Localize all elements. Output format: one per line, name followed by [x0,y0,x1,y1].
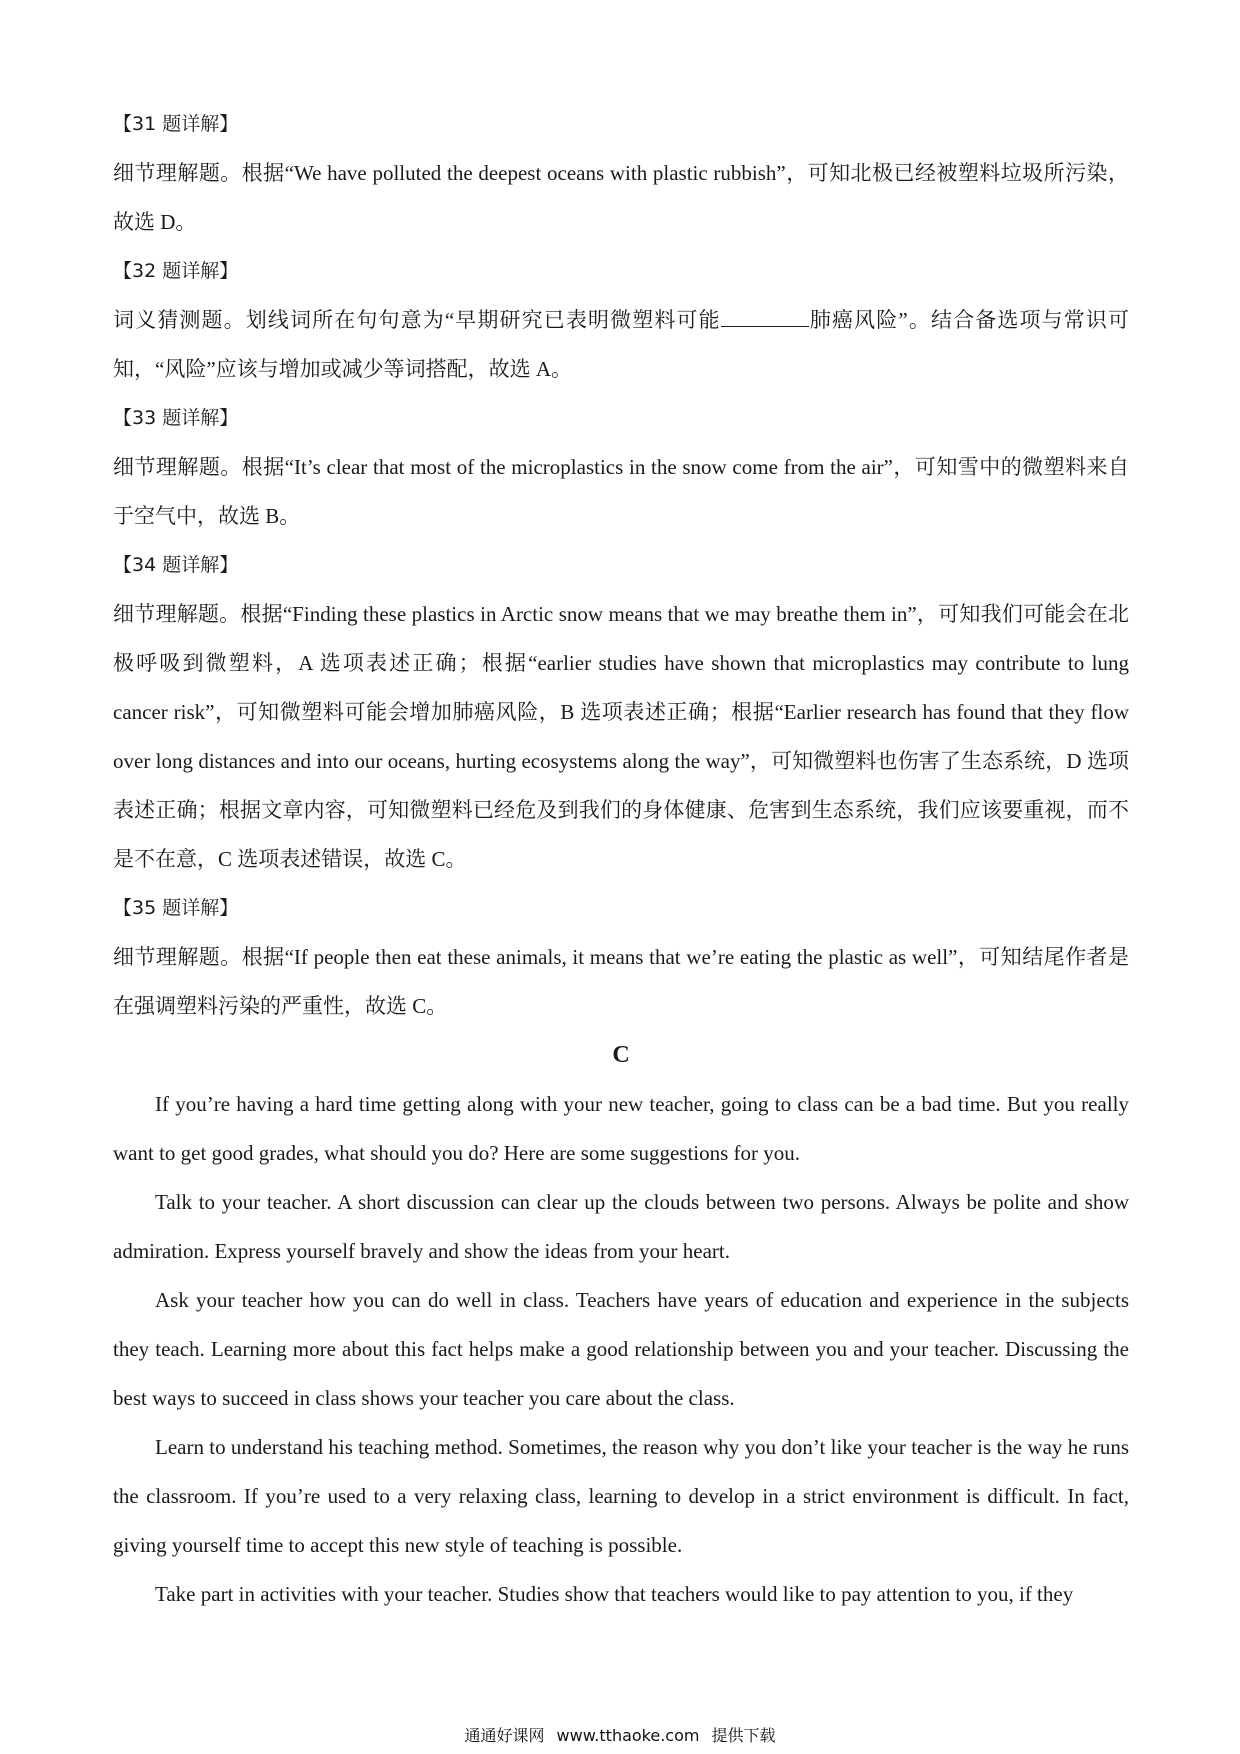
answer-heading-31: 【31 题详解】 [113,113,239,135]
answer-text-35: 细节理解题。根据“If people then eat these animals, it means that we’re eating the plastic as well”，可知结尾作者是在强调塑料污染的严重性，故选 C。 [113,945,1129,1018]
answer-text-31: 细节理解题。根据“We have polluted the deepest oceans with plastic rubbish”，可知北极已经被塑料垃圾所污染，故选 D。 [113,161,1129,234]
page-footer [0,1726,1240,1746]
answer-heading-33: 【33 题详解】 [113,407,239,429]
passage-paragraph: Learn to understand his teaching method. Sometimes, the reason why you don’t like your teacher is the way he runs the classroom. If you’re used to a very relaxing class, learning to develop in a strict environment is difficult. In fact, giving yourself time to accept this new style of teaching is possible. [113,1435,1129,1557]
passage-paragraph: Talk to your teacher. A short discussion can clear up the clouds between two persons. Always be polite and show admiration. Express yourself bravely and show the ideas from your heart. [113,1190,1129,1263]
answer-text-34: 细节理解题。根据“Finding these plastics in Arctic snow means that we may breathe them in”，可知我们可能会在北极呼吸到微塑料，A 选项表述正确；根据“earlier studies have shown that microplastics may contribute to lung cancer risk”，可知微塑料可能会增加肺癌风险，B 选项表述正确；根据“Earlier research has found that they flow over long distances and into our oceans, hurting ecosystems along the way”，可知微塑料也伤害了生态系统，D 选项表述正确；根据文章内容，可知微塑料已经危及到我们的身体健康、危害到生态系统，我们应该要重视，而不是不在意，C 选项表述错误，故选 C。 [113,602,1129,871]
fill-blank-line [721,312,809,327]
passage-paragraph: Ask your teacher how you can do well in class. Teachers have years of education and experience in the subjects they teach. Learning more about this fact helps make a good relationship between you and your teacher. Discussing the best ways to succeed in class shows your teacher you care about the class. [113,1288,1129,1410]
answer-heading-35: 【35 题详解】 [113,897,239,919]
answer-text-32-after: 肺癌风险”。结合备选项与常识可知，“风险”应该与增加或减少等词搭配，故选 A。 [113,308,1129,381]
passage-paragraph: If you’re having a hard time getting along with your new teacher, going to class can be a bad time. But you really want to get good grades, what should you do? Here are some suggestions for you. [113,1092,1129,1165]
answer-heading-34: 【34 题详解】 [113,554,239,576]
passage-section-letter: C [612,1042,630,1068]
footer-suffix: 提供下载 [711,1726,776,1745]
answer-text-33: 细节理解题。根据“It’s clear that most of the microplastics in the snow come from the air”，可知雪中的微塑料来自于空气中，故选 B。 [113,455,1129,528]
footer-url[interactable]: www.tthaoke.com [556,1726,700,1745]
page-content [113,100,1129,1619]
answer-text-32 [113,296,1129,394]
answer-text-32-before: 词义猜测题。划线词所在句句意为“早期研究已表明微塑料可能 [113,308,721,332]
passage-paragraph: Take part in activities with your teacher. Studies show that teachers would like to pay attention to you, if they [155,1582,1074,1606]
answer-heading-32: 【32 题详解】 [113,260,239,282]
footer-site-name: 通通好课网 [464,1726,545,1745]
